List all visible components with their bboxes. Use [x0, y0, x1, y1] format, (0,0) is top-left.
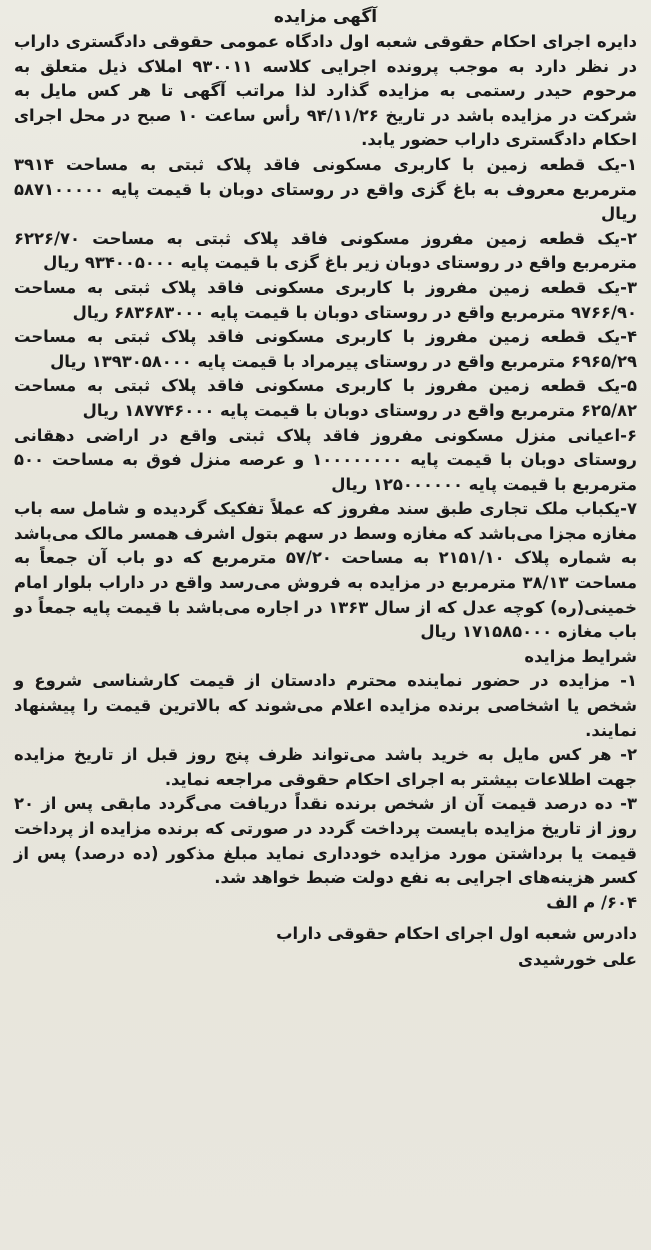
- item-7: ۷-یکباب ملک تجاری طبق سند مفروز که عملاً تفکیک گردیده و شامل سه باب مغازه مجزا می‌باشد که مغازه وسط در سهم بتول اشرف همسر مالک می‌باشد به شماره پلاک ۲۱۵۱/۱۰ به مساحت ۵۷/۲۰ مترمربع که دو باب آن جمعاً به مساحت ۳۸/۱۳ مترمربع در مزایده به فروش می‌رسد واقع در داراب بلوار امام خمینی(ره) کوچه عدل که از سال ۱۳۶۳ در اجاره می‌باشد با قیمت پایه جمعاً دو باب مغازه ۱۷۱۵۸۵۰۰۰ ریال: [14, 499, 637, 642]
- item-6: ۶-اعیانی منزل مسکونی مفروز فاقد پلاک ثبتی واقع در اراضی دهقانی روستای دوبان با قیمت پایه ۱۰۰۰۰۰۰۰۰ و عرصه منزل فوق به مساحت ۵۰۰ مترمربع با قیمت پایه ۱۲۵۰۰۰۰۰۰ ریال: [14, 425, 637, 494]
- notice-intro: دایره اجرای احکام حقوقی شعبه اول دادگاه عمومی حقوقی دادگستری داراب در نظر دارد به موجب پرونده اجرایی کلاسه ۹۳۰۰۱۱ املاک ذیل متعلق به مرحوم حیدر رستمی به مزایده گذارد لذا مراتب آگهی تا هر کس مایل به شرکت در مزایده باشد در تاریخ ۹۴/۱۱/۲۶ رأس ساعت ۱۰ صبح در محل اجرای احکام دادگستری داراب حضور یابد.: [14, 32, 638, 150]
- item-3: ۳-یک قطعه زمین مفروز با کاربری مسکونی فاقد پلاک ثبتی به مساحت ۹۷۶۶/۹۰ مترمربع واقع در روستای دوبان با قیمت پایه ۶۸۳۶۸۳۰۰۰ ریال: [14, 277, 637, 322]
- signature-name: علی خورشیدی: [517, 950, 637, 970]
- item-2: ۲-یک قطعه زمین مفروز مسکونی فاقد پلاک ثبتی به مساحت ۶۲۲۶/۷۰ مترمربع واقع در روستای دوبان زیر باغ گزی با قیمت پایه ۹۳۴۰۰۵۰۰۰ ریال: [14, 228, 637, 273]
- signature-block: [14, 921, 637, 973]
- condition-3: ۳- ده درصد قیمت آن از شخص برنده نقداً دریافت می‌گردد مابقی پس از ۲۰ روز از تاریخ مزایده بایست پرداخت گردد در صورتی که برنده مزایده از پرداخت قیمت یا برداشتن مورد مزایده خودداری نماید مبلغ مذکور (ده درصد) پس از کسر هزینه‌های اجرایی به نفع دولت ضبط خواهد شد.: [14, 794, 637, 888]
- item-5: ۵-یک قطعه زمین مفروز با کاربری مسکونی فاقد پلاک ثبتی به مساحت ۶۲۵/۸۲ مترمربع واقع در روستای دوبان با قیمت پایه ۱۸۷۷۴۶۰۰۰ ریال: [14, 376, 637, 420]
- item-1: ۱-یک قطعه زمین با کاربری مسکونی فاقد پلاک ثبتی به مساحت ۳۹۱۴ مترمربع معروف به باغ گزی واقع در روستای دوبان با قیمت پایه ۵۸۷۱۰۰۰۰۰ ریال: [14, 154, 637, 224]
- reference-number: ۶۰۴/ م الف: [546, 892, 637, 912]
- condition-1: ۱- مزایده در حضور نماینده محترم دادستان از قیمت کارشناسی شروع و شخص یا اشخاصی برنده مزایده اعلام می‌شوند که بالاترین قیمت را پیشنهاد نمایند.: [14, 671, 637, 740]
- signature-role: دادرس شعبه اول اجرای احکام حقوقی داراب: [276, 924, 637, 944]
- conditions-heading: شرایط مزایده: [524, 646, 637, 666]
- item-4: ۴-یک قطعه زمین مفروز با کاربری مسکونی فاقد پلاک ثبتی به مساحت ۶۹۶۵/۲۹ مترمربع واقع در روستای پیرمراد با قیمت پایه ۱۳۹۳۰۵۸۰۰۰ ریال: [14, 327, 637, 371]
- notice-title: آگهی مزایده: [273, 7, 378, 27]
- condition-2: ۲- هر کس مایل به خرید باشد می‌تواند ظرف پنج روز قبل از تاریخ مزایده جهت اطلاعات بیشتر به اجرای احکام حقوقی مراجعه نماید.: [14, 745, 637, 789]
